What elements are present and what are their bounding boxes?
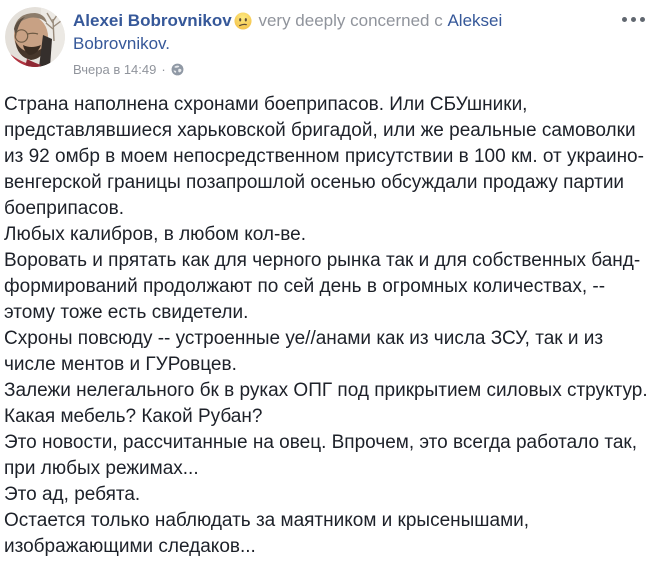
tagged-user-last: Bobrovnikov.: [73, 34, 171, 53]
post-header: [73, 9, 588, 78]
post-paragraph: Остается только наблюдать за маятником и крысенышами, изображающими следаков...: [4, 510, 530, 557]
post-paragraph: Это новости, рассчитанные на овец. Впрочем, это всегда работало так, при любых режимах...: [4, 432, 637, 479]
post-body: [4, 92, 654, 560]
timestamp-link[interactable]: Вчера в 14:49: [73, 62, 157, 77]
with-connector: с: [434, 11, 443, 30]
post-paragraph: Это ад, ребята.: [4, 484, 141, 505]
globe-privacy-icon: [171, 63, 184, 76]
meta-separator: ·: [161, 62, 166, 77]
feeling-text: very deeply concerned: [258, 11, 430, 30]
post-options-button[interactable]: [619, 14, 648, 25]
post-paragraph: Залежи нелегального бк в руках ОПГ под прикрытием силовых структур.: [4, 380, 648, 401]
avatar-photo: [5, 7, 65, 67]
post-paragraph: Воровать и прятать как для черного рынка так и для собственных банд-формирований продолжают по сей день в огромных количествах, -- этому тоже есть свидетели.: [4, 250, 641, 323]
author-name-link[interactable]: Alexei Bobrovnikov: [73, 11, 232, 30]
ellipsis-icon: [622, 17, 627, 22]
ellipsis-icon: [631, 17, 636, 22]
confused-face-emoji: [234, 12, 252, 30]
post-paragraph: Схроны повсюду -- устроенные уе//анами как из числа ЗСУ, так и из числе ментов и ГУРовцев.: [4, 328, 604, 375]
post-header-text: [73, 9, 588, 55]
post-paragraph: Любых калибров, в любом кол-ве.: [4, 224, 307, 245]
post-meta: [73, 61, 588, 78]
post-paragraph: Какая мебель? Какой Рубан?: [4, 406, 263, 427]
tagged-user-first: Aleksei: [447, 11, 503, 30]
ellipsis-icon: [640, 17, 645, 22]
post-paragraph: Страна наполнена схронами боеприпасов. Или СБУшники, представлявшиеся харьковской бригадой, или же реальные самоволки из 92 омбр в моем непосредственном присутствии в 100 км. от украино-венгерской границы позапрошлой осенью обсуждали продажу партии боеприпасов.: [4, 94, 644, 219]
avatar[interactable]: [5, 7, 65, 67]
